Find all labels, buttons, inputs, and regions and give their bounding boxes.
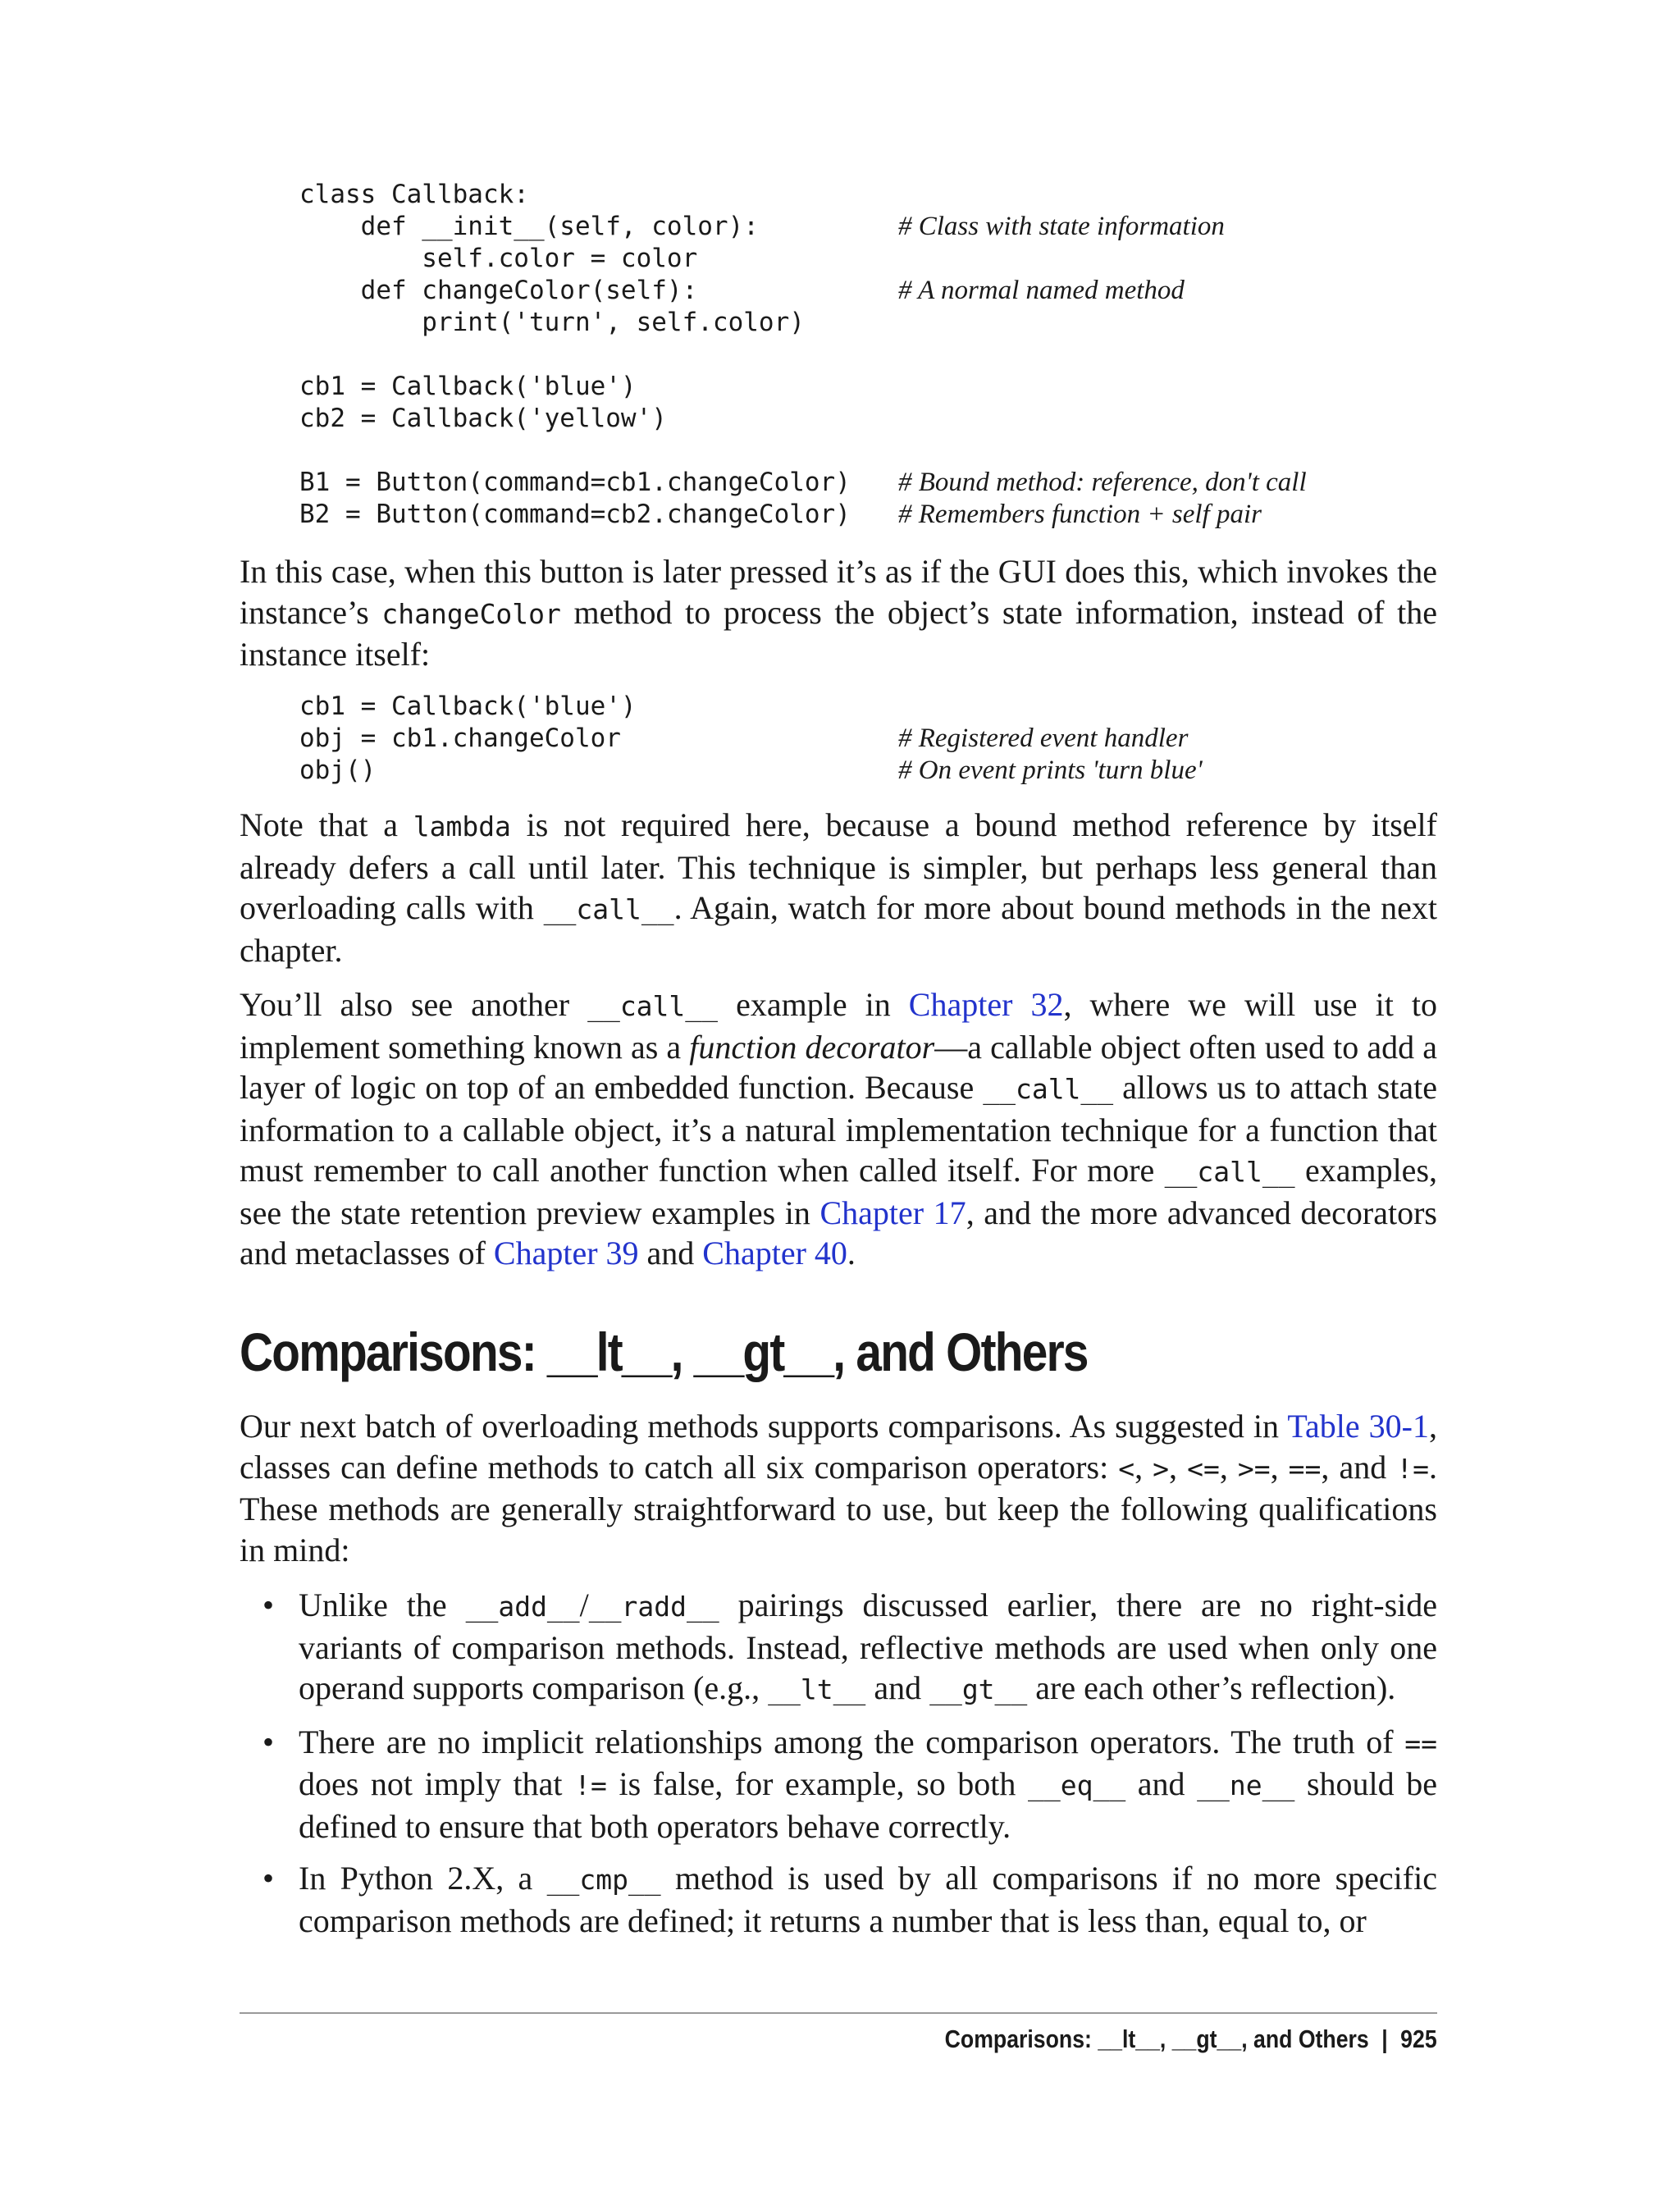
code-line [299, 243, 1448, 275]
text-run: should be defined to ensure that both operators behave correctly. [299, 1765, 1437, 1845]
code-comment: # Registered event handler [898, 724, 1189, 753]
text-run: In Python 2.X, a [299, 1860, 547, 1897]
code-text: def __init__(self, color): [299, 212, 759, 241]
text-run: and [638, 1235, 703, 1271]
inline-code: < [1118, 1452, 1135, 1485]
text-run: , [1270, 1448, 1289, 1486]
code-line [299, 691, 1448, 723]
code-line [299, 403, 1448, 435]
code-text: cb1 = Callback('blue') [299, 372, 637, 401]
code-comment: # Remembers function + self pair [898, 500, 1262, 529]
list-item [240, 1722, 1437, 1847]
text-run: is not required here, because a bound method reference by itself already defers a call until later. This technique is simpler, but perhaps less general than overloading calls with [240, 806, 1437, 926]
text-run: In this case, when this button is later pressed it’s as if the GUI does this, which invokes the instance’s [240, 553, 1437, 631]
code-comment: # Class with state information [898, 212, 1225, 241]
text-run: , and the more advanced decorators and metaclasses of [240, 1194, 1438, 1271]
chapter-39-link[interactable]: Chapter 39 [493, 1235, 639, 1271]
text-run: You’ll also see another [240, 986, 588, 1023]
footer-title: Comparisons: __lt__, __gt__, and Others [945, 2025, 1370, 2053]
code-line [299, 211, 1448, 243]
code-text: obj = cb1.changeColor [299, 724, 621, 753]
inline-code: == [1404, 1727, 1437, 1760]
code-line [299, 499, 1448, 531]
inline-code: == [1288, 1452, 1322, 1485]
inline-code: != [1396, 1452, 1430, 1485]
inline-code: <= [1187, 1452, 1220, 1485]
footer-rule [240, 2012, 1437, 2014]
code-line [299, 307, 1448, 339]
code-line [299, 723, 1448, 755]
inline-code: __radd__ [588, 1591, 719, 1623]
code-text: def changeColor(self): [299, 276, 698, 305]
code-comment: # A normal named method [898, 276, 1185, 305]
text-run: , [1134, 1448, 1153, 1486]
inline-code: >= [1237, 1452, 1271, 1485]
inline-code: __gt__ [929, 1673, 1028, 1705]
text-run: , where we will use it to implement something known as a [240, 986, 1437, 1066]
list-item [240, 1585, 1437, 1710]
table-30-1-link[interactable]: Table 30-1 [1287, 1408, 1429, 1445]
text-run: Our next batch of overloading methods supports comparisons. As suggested in [240, 1408, 1288, 1445]
inline-code: __lt__ [768, 1673, 866, 1705]
text-run: , classes can define methods to catch all six comparison operators: [240, 1408, 1437, 1486]
paragraph-comparisons-intro [240, 1406, 1437, 1570]
text-run: allows us to attach state information to a callable object, it’s a natural implementation technique for a function that must remember to call another function when called itself. For more [240, 1069, 1437, 1189]
page-number: 925 [1400, 2025, 1437, 2053]
inline-code: __call__ [1164, 1156, 1295, 1188]
code-block-registered-handler [299, 691, 1448, 787]
code-line [299, 467, 1448, 499]
inline-code: lambda [413, 810, 511, 842]
code-text: self.color = color [299, 244, 698, 273]
bullet-icon: • [262, 1723, 275, 1760]
code-line [299, 275, 1448, 307]
text-run: are each other’s reflection). [1027, 1669, 1396, 1706]
text-run: , and [1321, 1448, 1397, 1486]
text-run: method is used by all comparisons if no more specific comparison methods are defined; it returns a number that is less than, equal to, or [299, 1860, 1437, 1939]
code-comment: # Bound method: reference, don't call [898, 468, 1307, 497]
list-item [240, 1858, 1437, 1941]
code-line [299, 755, 1448, 787]
text-run: and [1125, 1765, 1198, 1802]
text-run: example in [718, 986, 909, 1023]
paragraph-call-examples [240, 984, 1437, 1274]
paragraph-bound-method-invocation [240, 551, 1437, 675]
text-run: There are no implicit relationships among the comparison operators. The truth of [299, 1723, 1405, 1760]
chapter-32-link[interactable]: Chapter 32 [908, 986, 1064, 1023]
text-run: , [1219, 1448, 1238, 1486]
text-run: —a callable object often used to add a layer of logic on top of an embedded function. Because [240, 1028, 1437, 1106]
text-run: and [865, 1669, 930, 1706]
paragraph-lambda-note [240, 805, 1437, 970]
text-run: . These methods are generally straightforward to use, but keep the following qualifications in mind: [240, 1448, 1438, 1568]
code-text: print('turn', self.color) [299, 308, 805, 337]
code-text: cb1 = Callback('blue') [299, 692, 637, 721]
code-text: B2 = Button(command=cb2.changeColor) [299, 500, 851, 529]
code-comment: # On event prints 'turn blue' [898, 756, 1203, 785]
text-run: . [847, 1235, 856, 1271]
inline-code: __call__ [543, 893, 674, 925]
code-line [299, 179, 1448, 211]
footer-separator: | [1381, 2025, 1389, 2053]
inline-code: __ne__ [1197, 1769, 1295, 1801]
text-run: Unlike the [299, 1586, 466, 1623]
inline-code: changeColor [381, 597, 561, 630]
chapter-17-link[interactable]: Chapter 17 [819, 1194, 966, 1231]
text-run: / [579, 1586, 589, 1623]
inline-code: != [574, 1769, 607, 1801]
code-line [299, 339, 1448, 371]
comparison-qualifications-list [240, 1585, 1437, 1952]
text-run: examples, see the state retention preview examples in [240, 1152, 1438, 1231]
text-run: , [1169, 1448, 1188, 1486]
chapter-40-link[interactable]: Chapter 40 [702, 1235, 847, 1271]
text-run: method to process the object’s state information, instead of the instance itself: [240, 593, 1438, 673]
text-run: does not imply that [299, 1765, 575, 1802]
inline-code: __eq__ [1028, 1769, 1126, 1801]
inline-code: __add__ [465, 1591, 580, 1623]
bullet-icon: • [262, 1586, 275, 1623]
code-block-callback-class [299, 179, 1448, 531]
code-line [299, 435, 1448, 467]
text-run: . Again, watch for more about bound methods in the next chapter. [240, 889, 1438, 969]
text-run: is false, for example, so both [606, 1765, 1028, 1802]
code-text: cb2 = Callback('yellow') [299, 404, 667, 433]
inline-code: > [1153, 1452, 1170, 1485]
inline-code: __cmp__ [546, 1864, 661, 1896]
code-line [299, 371, 1448, 403]
code-text: obj() [299, 756, 377, 785]
inline-code: __call__ [983, 1073, 1114, 1105]
section-heading: Comparisons: __lt__, __gt__, and Others [240, 1322, 1088, 1382]
text-run: pairings discussed earlier, there are no right-side variants of comparison methods. Instead, reflective methods are used when only one operand supports comparison (e.g., [299, 1586, 1438, 1706]
running-footer [945, 2025, 1437, 2054]
code-text: class Callback: [299, 180, 529, 209]
bullet-icon: • [262, 1860, 275, 1897]
emphasis-text: function decorator [689, 1028, 935, 1066]
inline-code: __call__ [587, 990, 719, 1022]
text-run: Note that a [240, 806, 413, 843]
code-text: B1 = Button(command=cb1.changeColor) [299, 468, 851, 497]
